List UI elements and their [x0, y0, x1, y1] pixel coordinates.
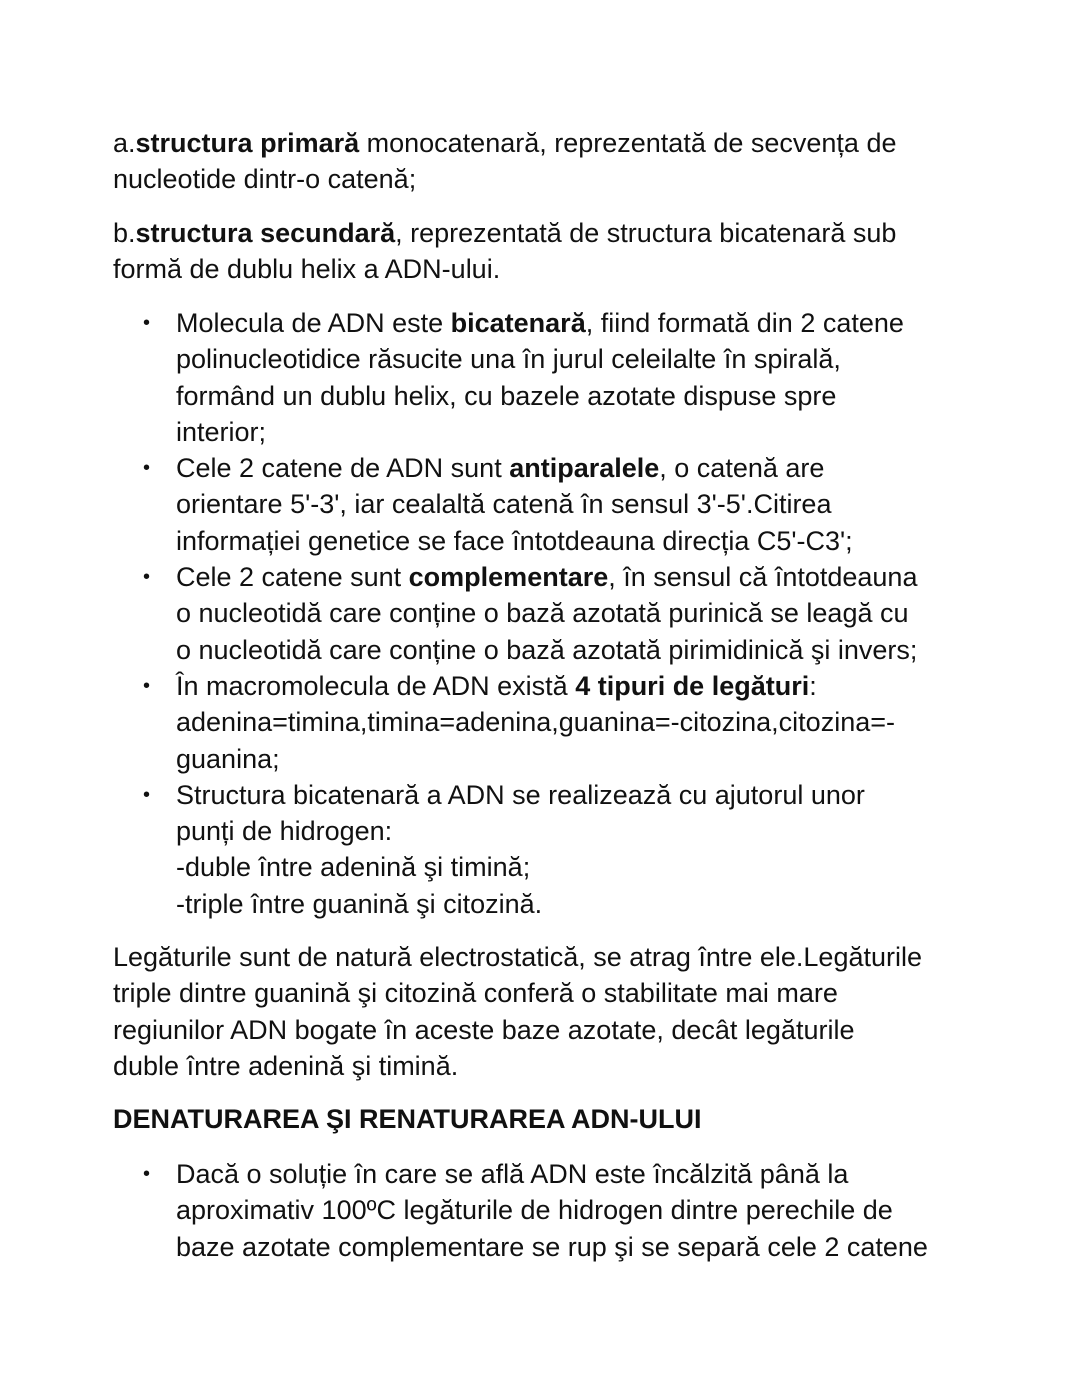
text-segment: Structura bicatenară a ADN se realizează cu ajutorul unor — [176, 779, 865, 810]
bold-text: structura primară — [135, 128, 360, 158]
text-segment: : — [809, 670, 817, 701]
bullet-icon: • — [143, 674, 151, 697]
text-segment: punți de hidrogen: — [176, 816, 393, 847]
list-item — [113, 668, 1000, 777]
text-segment: orientare 5'-3', iar cealaltă catenă în sensul 3'-5'.Citirea — [176, 489, 832, 520]
text-segment: În macromolecula de ADN există — [176, 670, 576, 701]
bold-text: antiparalele — [509, 453, 660, 484]
text-segment: Cele 2 catene de ADN sunt — [176, 453, 510, 484]
section-heading: DENATURAREA ŞI RENATURAREA ADN-ULUI — [113, 1104, 702, 1134]
bullet-icon: • — [143, 457, 151, 480]
text-line — [176, 813, 1000, 849]
text-segment: duble între adenină şi timină. — [113, 1050, 459, 1081]
text-segment: nucleotide dintr-o catenă; — [113, 164, 417, 195]
text-line — [176, 1156, 1000, 1192]
text-line — [176, 1192, 1000, 1228]
paragraph-secondary-structure — [113, 215, 1000, 288]
text-segment: , în sensul că întotdeauna — [608, 562, 918, 593]
bullet-icon: • — [143, 783, 151, 806]
text-segment: triple dintre guanină şi citozină conferă o stabilitate mai mare — [113, 978, 838, 1009]
text-segment: , reprezentată de structura bicatenară sub — [395, 218, 897, 248]
text-segment: regiunilor ADN bogate în aceste baze azotate, decât legăturile — [113, 1014, 855, 1045]
text-line — [176, 704, 1000, 740]
text-segment: adenina=timina,timina=adenina,guanina=-citozina,citozina=- — [176, 707, 895, 738]
text-segment: aproximativ 100ºC legăturile de hidrogen dintre perechile de — [176, 1195, 893, 1226]
text-line — [176, 632, 1000, 668]
bullet-list-dna-structure — [113, 305, 1000, 922]
list-item — [113, 450, 1000, 559]
bold-text: bicatenară — [450, 308, 586, 338]
bullet-icon: • — [143, 566, 151, 589]
text-line — [113, 1048, 1000, 1084]
paragraph-primary-structure — [113, 125, 1000, 198]
text-segment: Molecula de ADN este — [176, 308, 451, 338]
text-line — [176, 559, 1000, 595]
text-segment: Cele 2 catene sunt — [176, 562, 409, 593]
text-segment: Legăturile sunt de natură electrostatică, se atrag între ele.Legăturile — [113, 942, 922, 972]
text-line — [176, 378, 1000, 414]
bold-text: structura secundară — [135, 218, 396, 248]
bold-text: 4 tipuri de legături — [575, 670, 810, 701]
bullet-icon: • — [143, 312, 151, 334]
text-line — [176, 523, 1000, 559]
paragraph-bond-nature — [113, 939, 1000, 1084]
text-line — [176, 849, 1000, 885]
text-line — [176, 450, 1000, 486]
text-segment: -triple între guanină şi citozină. — [176, 888, 543, 919]
text-line — [176, 668, 1000, 704]
list-item — [113, 777, 1000, 922]
text-segment: polinucleotidice răsucite una în jurul celeilalte în spirală, — [176, 344, 841, 375]
text-segment: , o catenă are — [659, 453, 825, 484]
text-line — [113, 125, 1000, 161]
text-line — [176, 741, 1000, 777]
text-segment: guanina; — [176, 743, 280, 774]
text-segment: baze azotate complementare se rup şi se separă cele 2 catene — [176, 1231, 928, 1262]
text-line — [113, 215, 1000, 251]
text-segment: formă de dublu helix a ADN-ului. — [113, 254, 501, 285]
text-segment: a. — [113, 128, 136, 158]
text-line — [176, 305, 1000, 341]
text-segment: monocatenară, reprezentată de secvența de — [359, 128, 897, 158]
text-line — [113, 161, 1000, 197]
list-item — [113, 559, 1000, 668]
list-item — [113, 1156, 1000, 1265]
text-line — [176, 777, 1000, 813]
text-line — [176, 595, 1000, 631]
bullet-icon: • — [143, 1163, 151, 1185]
text-line — [113, 251, 1000, 287]
text-segment: interior; — [176, 416, 267, 447]
text-line — [113, 975, 1000, 1011]
text-segment: b. — [113, 218, 136, 248]
text-segment: informației genetice se face întotdeauna direcția C5'-C3'; — [176, 525, 853, 556]
text-line — [176, 341, 1000, 377]
text-segment: -duble între adenină şi timină; — [176, 852, 531, 883]
text-segment: formând un dublu helix, cu bazele azotate dispuse spre — [176, 380, 837, 411]
text-line — [176, 414, 1000, 450]
text-segment: o nucleotidă care conține o bază azotată purinică se leagă cu — [176, 598, 909, 629]
bold-text: complementare — [408, 562, 609, 593]
text-line — [176, 886, 1000, 922]
text-line — [113, 1012, 1000, 1048]
text-line — [176, 486, 1000, 522]
text-line — [176, 1229, 1000, 1265]
text-segment: Dacă o soluție în care se află ADN este încălzită până la — [176, 1159, 849, 1189]
text-segment: , fiind formată din 2 catene — [585, 308, 904, 338]
text-segment: o nucleotidă care conține o bază azotată pirimidinică şi invers; — [176, 634, 918, 665]
list-item — [113, 305, 1000, 450]
text-line — [113, 939, 1000, 975]
bullet-list-denaturation — [113, 1156, 1000, 1265]
